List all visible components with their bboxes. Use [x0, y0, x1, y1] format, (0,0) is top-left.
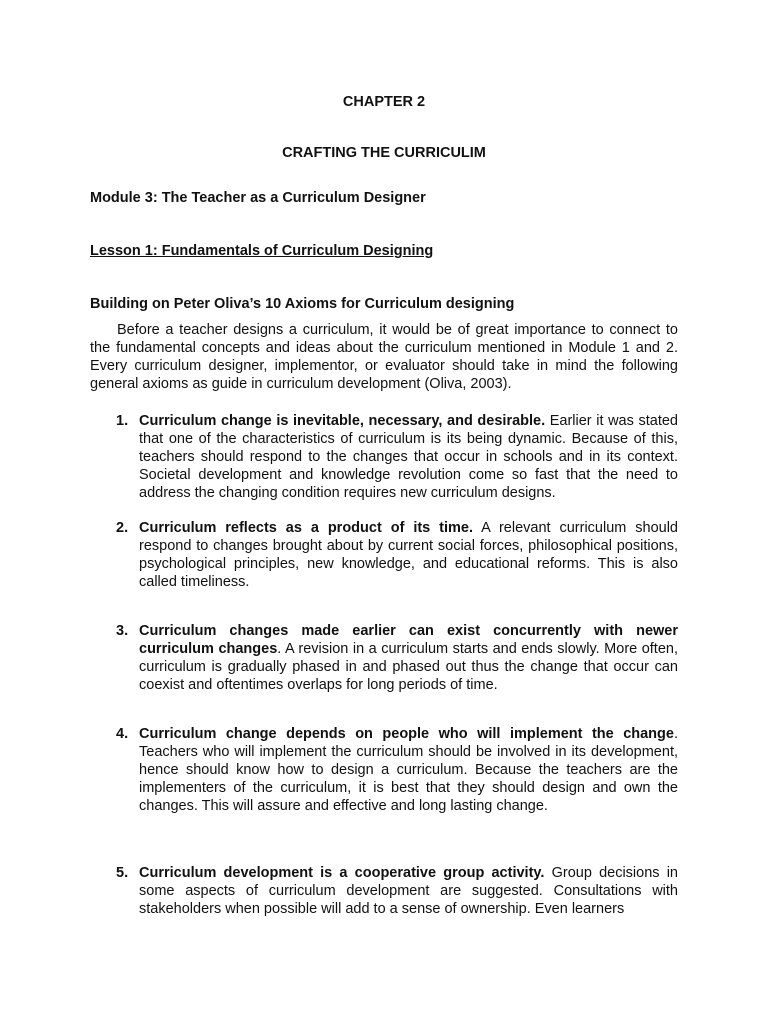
axiom-body — [139, 412, 678, 502]
section-heading: Building on Peter Oliva’s 10 Axioms for Curriculum designing — [90, 296, 515, 312]
axiom-item — [116, 519, 678, 591]
intro-paragraph: Before a teacher designs a curriculum, it would be of great importance to connect to the fundamental concepts and ideas about the curriculum mentioned in Module 1 and 2. Every curriculum designer, implementor, or evaluator should take in mind the following general axioms as guide in curriculum development (Oliva, 2003). — [90, 322, 678, 392]
axiom-body — [139, 622, 678, 694]
axiom-item — [116, 725, 678, 815]
axiom-text: A relevant curriculum should respond to changes brought about by current social forces, philosophical positions, psychological principles, new knowledge, and educational reforms. This is also called timeliness. — [139, 520, 678, 590]
axiom-lead: Curriculum development is a cooperative group activity. — [139, 865, 545, 881]
axiom-text: . A revision in a curriculum starts and ends slowly. More often, curriculum is gradually phased in and phased out thus the change that occur can coexist and oftentimes overlaps for long periods of time. — [139, 641, 678, 693]
axiom-number: 3. — [116, 623, 129, 639]
axiom-body — [139, 519, 678, 591]
axiom-lead: Curriculum change is inevitable, necessary, and desirable. — [139, 413, 546, 429]
module-heading: Module 3: The Teacher as a Curriculum Designer — [90, 190, 426, 206]
axiom-item — [116, 412, 678, 502]
axiom-number: 2. — [116, 520, 129, 536]
axiom-lead: Curriculum reflects as a product of its time. — [139, 520, 474, 536]
axiom-number: 4. — [116, 726, 129, 742]
chapter-title: CRAFTING THE CURRICULIM — [282, 145, 486, 161]
lesson-heading: Lesson 1: Fundamentals of Curriculum Designing — [90, 243, 434, 259]
axiom-lead: Curriculum changes made earlier can exist concurrently with newer curriculum changes — [139, 623, 678, 657]
chapter-label: CHAPTER 2 — [342, 94, 426, 110]
axiom-item — [116, 864, 678, 918]
axiom-lead: Curriculum change depends on people who will implement the change — [139, 726, 674, 742]
axiom-number: 1. — [116, 413, 129, 429]
axiom-text: . Teachers who will implement the curriculum should be involved in its development, hence should know how to design a curriculum. Because the teachers are the implementers of the curriculum, it is best that they should design and own the changes. This will assure and effective and long lasting change. — [139, 726, 678, 814]
axiom-text: Group decisions in some aspects of curriculum development are suggested. Consultations with stakeholders when possible will add to a sense of ownership. Even learners — [139, 865, 679, 917]
axiom-item — [116, 622, 678, 694]
axiom-body — [139, 725, 678, 815]
axiom-number: 5. — [116, 865, 129, 881]
axiom-text: Earlier it was stated that one of the characteristics of curriculum is its being dynamic. Because of this, teachers should respond to the changes that occur in schools and in its context. Societal development and knowledge revolution come so fast that the need to address the changing condition requires new curriculum designs. — [139, 413, 678, 501]
axiom-body — [139, 864, 678, 918]
